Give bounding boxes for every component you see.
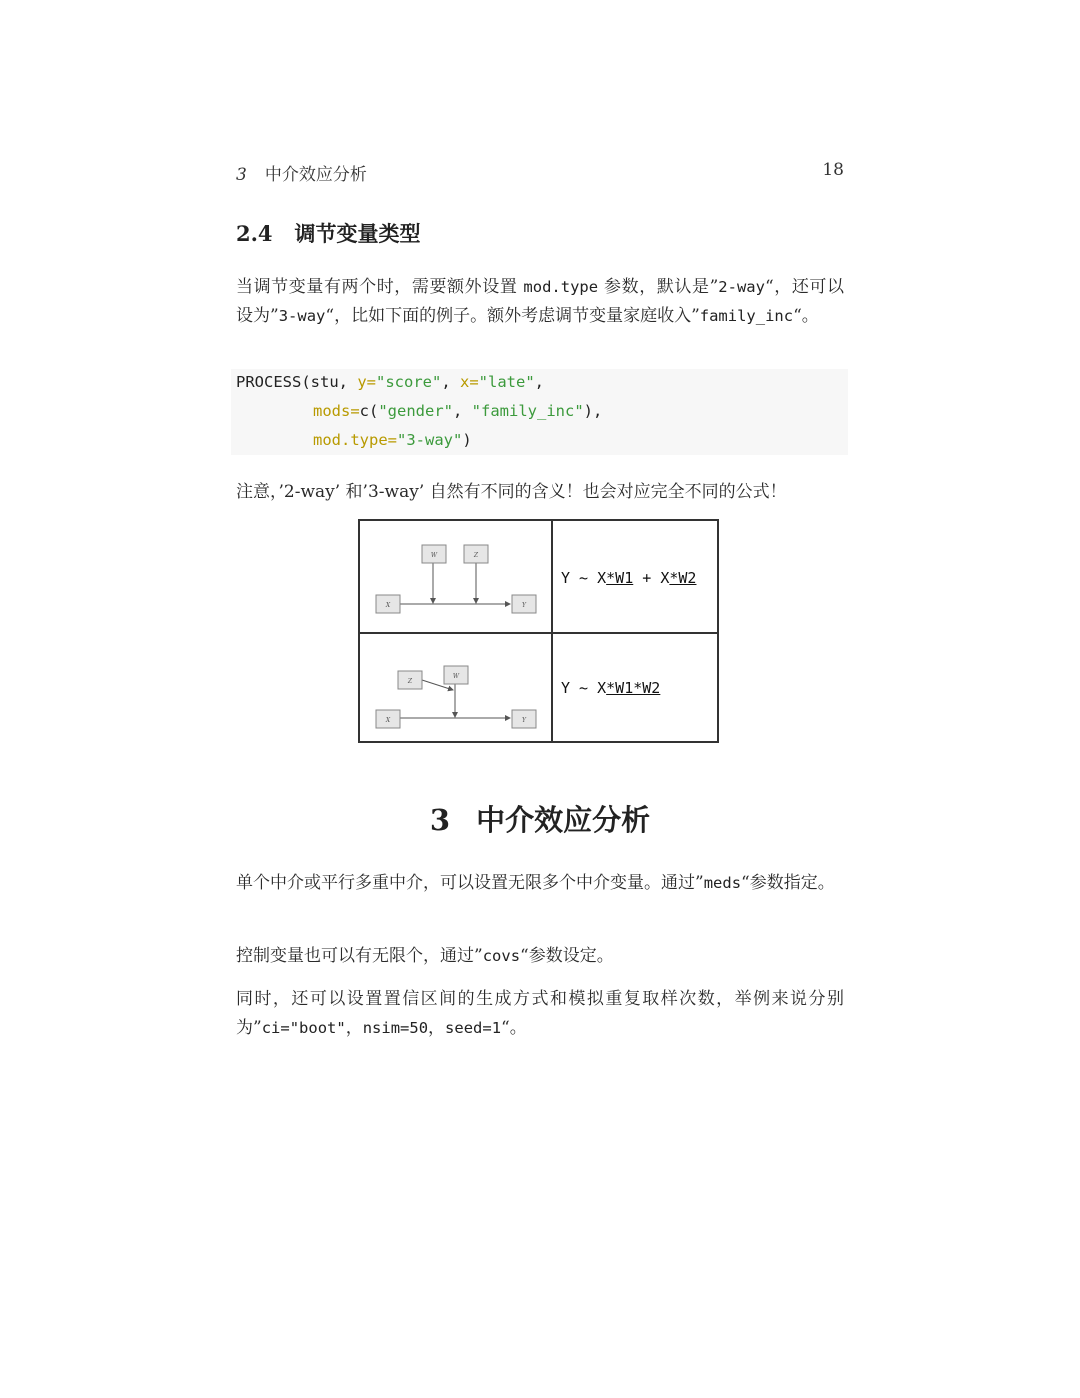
- text-run: “，比如下面的例子。额外考虑调节变量家庭收入”: [325, 306, 700, 326]
- text-run: “参数设定。: [520, 946, 614, 966]
- two-way-model-diagram: [360, 521, 551, 631]
- inline-code: meds: [703, 874, 742, 892]
- node-z: [464, 545, 488, 563]
- text-run: “参数指定。: [741, 873, 835, 893]
- table-column-divider: [551, 521, 553, 741]
- section-heading: [0, 798, 1080, 839]
- code-line-3: [313, 431, 472, 449]
- running-head: [236, 160, 844, 185]
- code-token: c(: [359, 402, 379, 420]
- node-y: [512, 595, 536, 613]
- paragraph-ci-nsim-seed: [236, 985, 844, 1043]
- subsection-number: 2.4: [236, 221, 273, 246]
- inline-code: mod.type: [523, 278, 599, 296]
- inline-code: covs: [482, 947, 521, 965]
- code-token: ,: [441, 373, 460, 391]
- inline-code: nsim=50: [362, 1019, 429, 1037]
- text-run: “。: [501, 1018, 527, 1038]
- inline-code: 3-way: [278, 307, 326, 325]
- running-head-section-title: 中介效应分析: [264, 165, 367, 185]
- node-z-label: Z: [407, 678, 413, 685]
- three-way-formula: [561, 679, 660, 697]
- text-run: ，: [428, 1018, 446, 1038]
- text-run: 控制变量也可以有无限个，通过”: [236, 946, 483, 966]
- code-token: ),: [583, 402, 603, 420]
- node-x-label: X: [385, 717, 391, 724]
- node-w: [422, 545, 446, 563]
- inline-code: 2-way: [718, 278, 765, 296]
- code-string: "score": [376, 373, 442, 391]
- code-token: ,: [534, 373, 545, 391]
- running-head-section-number: 3: [236, 165, 247, 185]
- code-keyword: x=: [460, 373, 479, 391]
- text-run: “。: [793, 306, 819, 326]
- subsection-heading: [236, 218, 421, 248]
- page-number: 18: [822, 160, 844, 180]
- inline-code: seed=1: [445, 1019, 502, 1037]
- code-keyword: mods=: [313, 402, 360, 420]
- node-w: [444, 666, 468, 684]
- paragraph-mod-type: [236, 273, 844, 331]
- two-way-formula: [561, 569, 696, 587]
- node-z-label: Z: [473, 552, 479, 559]
- inline-code: family_inc: [699, 307, 794, 325]
- three-way-model-diagram: [360, 634, 551, 744]
- node-z: [398, 671, 422, 689]
- formula-term: *W1*W2: [606, 679, 661, 697]
- code-string: "gender": [378, 402, 453, 420]
- code-string: "family_inc": [471, 402, 584, 420]
- node-w-label: W: [452, 673, 460, 680]
- paragraph-covs: [236, 942, 844, 971]
- text-run: 当调节变量有两个时，需要额外设置: [236, 277, 524, 297]
- code-token: PROCESS(stu,: [236, 373, 358, 391]
- inline-code: ci="boot": [261, 1019, 346, 1037]
- section-title: 中介效应分析: [476, 803, 651, 837]
- code-keyword: y=: [357, 373, 376, 391]
- node-w-label: W: [430, 552, 438, 559]
- code-keyword: mod.type=: [313, 431, 397, 449]
- code-line-1: [236, 373, 544, 391]
- formula-term: *W2: [669, 569, 697, 587]
- code-line-2: [313, 402, 602, 420]
- code-block: [231, 369, 848, 455]
- code-token: ): [462, 431, 472, 449]
- formula-part: Y ~ X: [561, 679, 607, 697]
- moderation-model-table: [358, 519, 719, 743]
- code-token: ,: [453, 402, 472, 420]
- code-string: "3-way": [397, 431, 463, 449]
- formula-part: Y ~ X: [561, 569, 607, 587]
- text-run: 单个中介或平行多重中介，可以设置无限多个中介变量。通过”: [236, 873, 704, 893]
- node-y-label: Y: [522, 602, 526, 609]
- code-string: "late": [478, 373, 535, 391]
- node-x: [376, 710, 400, 728]
- formula-part: + X: [633, 569, 670, 587]
- paragraph-meds: [236, 869, 844, 898]
- node-x: [376, 595, 400, 613]
- text-run: 参数，默认是”: [598, 277, 719, 297]
- text-run: 同时，还可以设置置信区间的生成方式和模拟重复取样次数，举例来说分别为”: [236, 989, 844, 1038]
- paragraph-note: 注意，’2-way’ 和’3-way’ 自然有不同的含义！也会对应完全不同的公式！: [236, 482, 787, 502]
- text-run: ，: [345, 1018, 363, 1038]
- text-run: “，还可以设为”: [236, 277, 844, 326]
- node-y-label: Y: [522, 717, 526, 724]
- formula-term: *W1: [606, 569, 634, 587]
- node-x-label: X: [385, 602, 391, 609]
- section-number: 3: [429, 803, 451, 837]
- subsection-title: 调节变量类型: [294, 221, 421, 246]
- node-y: [512, 710, 536, 728]
